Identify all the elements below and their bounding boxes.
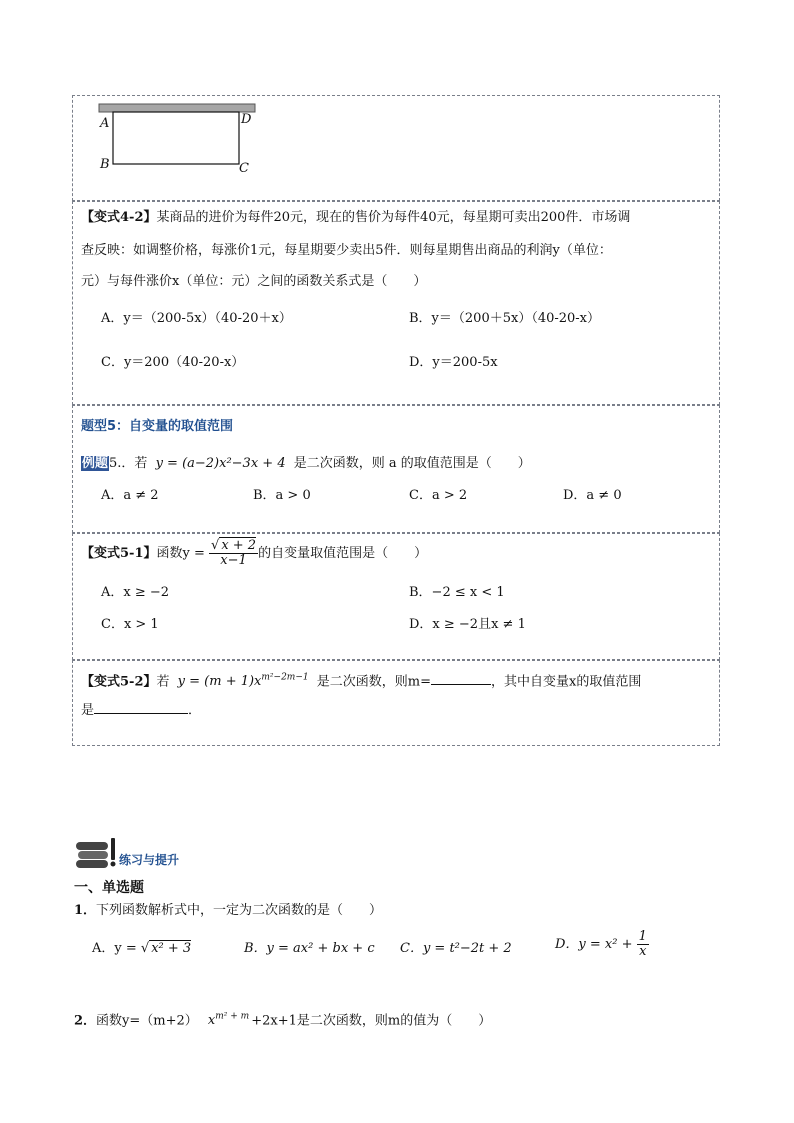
question-1-option-d-denominator: x xyxy=(639,944,647,959)
practice-heading-title: 练习与提升 xyxy=(119,853,180,867)
variant-4-2-text-3: 元）与每件涨价x（单位：元）之间的函数关系式是（ ） xyxy=(81,274,427,289)
variant-4-2-option-c: C．y＝200（40-20-x） xyxy=(101,355,245,370)
example-5-formula: y = (a−2)x²−3x + 4 xyxy=(155,456,286,471)
variant-5-2-line2 xyxy=(81,701,201,720)
variant-4-2-option-d: D．y＝200-5x xyxy=(409,355,498,370)
variant-5-2-box xyxy=(72,660,720,746)
variant-5-1-suffix: 的自变量取值范围是（ ） xyxy=(258,546,428,561)
question-1-option-d-numerator: 1 xyxy=(638,929,647,944)
question-2-formula-exponent: m² + m xyxy=(215,1012,250,1022)
question-2-number: 2． xyxy=(74,1013,97,1029)
variant-5-1-option-d: D．x ≥ −2且x ≠ 1 xyxy=(409,617,526,632)
rectangle-figure xyxy=(95,100,295,190)
example-5-option-c: C．a > 2 xyxy=(409,488,468,503)
variant-5-1-box xyxy=(72,533,720,660)
variant-5-2-tag: 【变式5-2】 xyxy=(81,674,157,690)
point-label-c: C xyxy=(239,161,249,176)
question-2-formula xyxy=(208,1013,249,1028)
point-label-d: D xyxy=(241,112,252,127)
variant-4-2-tag: 【变式4-2】 xyxy=(81,210,157,225)
question-2-formula-base: x xyxy=(207,1013,216,1029)
variant-5-1-tag: 【变式5-1】 xyxy=(81,546,157,561)
variant-5-1-option-a: A．x ≥ −2 xyxy=(101,585,170,600)
question-2-prefix: 函数y=（m+2） xyxy=(96,1013,198,1029)
variant-4-2-text-2: 查反映：如调整价格，每涨价1元，每星期要少卖出5件．则每星期售出商品的利润y（单位： xyxy=(81,243,612,258)
point-label-a: A xyxy=(100,116,110,131)
question-1-option-a-radicand: x² + 3 xyxy=(151,941,192,956)
question-1-option-c: C．y = t²−2t + 2 xyxy=(400,941,512,956)
question-1-option-a-prefix: A．y = xyxy=(92,941,137,956)
variant-5-2-prefix: 若 xyxy=(156,674,170,690)
variant-5-1-question xyxy=(81,539,427,568)
answer-blank-m[interactable] xyxy=(431,672,491,685)
variant-5-1-numerator: x + 2 xyxy=(221,538,257,553)
point-label-b: B xyxy=(100,157,110,172)
variant-5-2-formula xyxy=(178,674,309,689)
variant-5-2-question xyxy=(81,669,641,691)
variant-4-2-option-a: A．y＝（200-5x）（40-20＋x） xyxy=(101,311,292,326)
variant-5-2-formula-exponent: m²−2m−1 xyxy=(261,673,309,683)
example-tag: 例题 xyxy=(82,456,109,471)
example-5-option-a: A．a ≠ 2 xyxy=(101,488,159,503)
variant-5-1-fraction: $\frac{√ x + 2}{x-1}$ xyxy=(211,538,257,568)
question-1-option-d-prefix: D．y = x² + xyxy=(555,937,633,952)
question-2-suffix: +2x+1是二次函数，则m的值为（ ） xyxy=(251,1013,492,1029)
variant-5-1-prefix: 函数y = xyxy=(156,546,205,561)
variant-5-2-suffix: ，其中自变量x的取值范围 xyxy=(490,674,642,690)
variant-5-1-option-c: C．x > 1 xyxy=(101,617,159,632)
variant-4-2-text-1: 某商品的进价为每件20元，现在的售价为每件40元，每星期可卖出200件．市场调 xyxy=(156,210,631,225)
variant-5-2-line2-suffix: ． xyxy=(188,703,202,718)
question-2 xyxy=(74,1008,491,1030)
answer-blank-range[interactable] xyxy=(94,701,188,714)
variant-5-1-denominator: x−1 xyxy=(220,553,247,568)
question-1-option-d-fraction xyxy=(637,930,649,959)
question-1-option-d xyxy=(555,930,649,959)
variant-4-2-option-b: B．y＝（200＋5x）（40-20-x） xyxy=(409,311,601,326)
books-icon xyxy=(74,836,118,870)
question-1-number: 1． xyxy=(74,903,97,918)
variant-5-1-option-b: B．−2 ≤ x < 1 xyxy=(409,585,505,600)
section-single-choice: 一、单选题 xyxy=(74,880,144,896)
example-5-option-d: D．a ≠ 0 xyxy=(563,488,622,503)
question-1-option-b: B．y = ax² + bx + c xyxy=(244,941,375,956)
variant-5-2-formula-base: y = (m + 1)x xyxy=(177,674,262,690)
variant-4-2-line1 xyxy=(81,209,630,227)
example-5-prefix: 5.．若 xyxy=(109,456,148,471)
variant-5-2-mid: 是二次函数，则m= xyxy=(316,674,431,690)
type-5-title: 题型5：自变量的取值范围 xyxy=(81,419,234,434)
question-1-option-a: A．y = √ x² + 3 xyxy=(92,941,192,956)
figure-box xyxy=(72,95,720,201)
variant-4-2-box xyxy=(72,201,720,405)
example-5-question xyxy=(81,455,531,473)
type-5-box xyxy=(72,405,720,533)
question-1-text: 下列函数解析式中，一定为二次函数的是（ ） xyxy=(96,903,383,918)
example-5-option-b: B．a > 0 xyxy=(253,488,311,503)
example-5-suffix: 是二次函数，则 a 的取值范围是（ ） xyxy=(293,456,531,471)
question-1 xyxy=(74,902,382,920)
variant-5-2-line2-prefix: 是 xyxy=(81,703,95,718)
